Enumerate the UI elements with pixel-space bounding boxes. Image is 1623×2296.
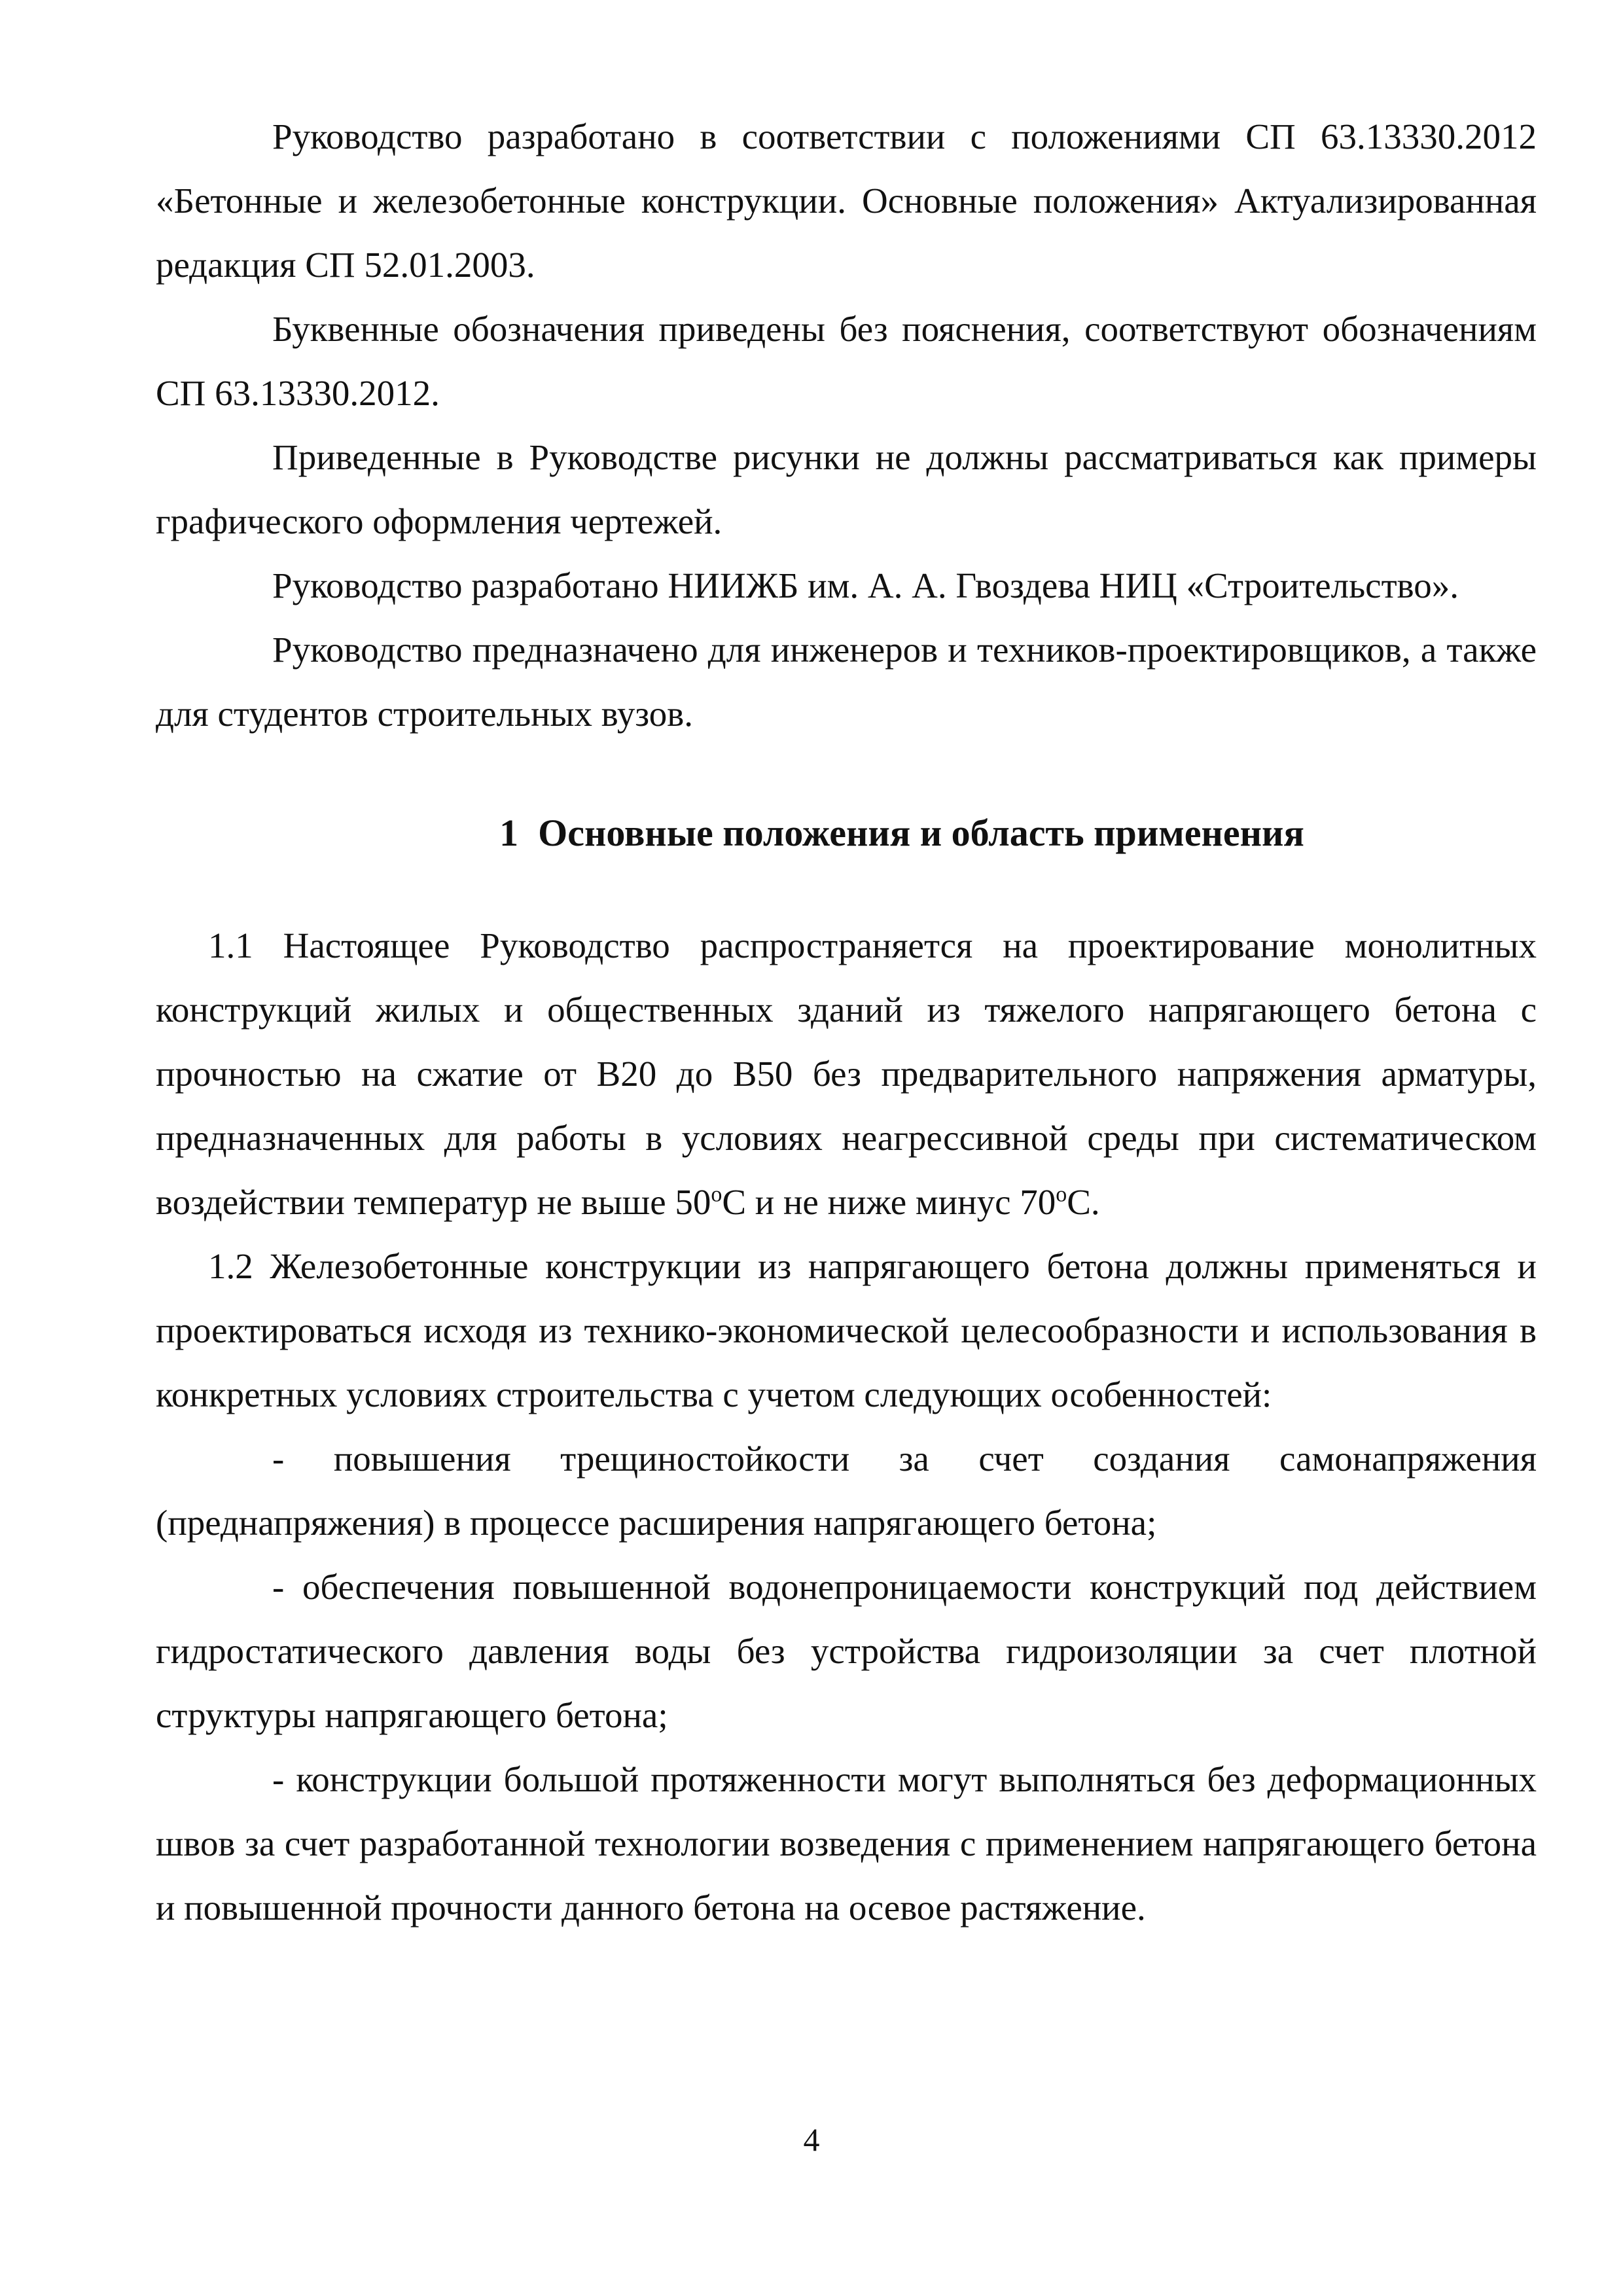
section-number: 1 [499,812,519,854]
intro-paragraph-3: Приведенные в Руководстве рисунки не должны рассматриваться как примеры графического оформления чертежей. [156,437,1537,541]
list-item: - обеспечения повышенной водонепроницаемости конструкций под действием гидростатического давления воды без устройства гидроизоляции за счет плотной структуры напрягающего бетона; [156,1567,1537,1735]
clause-1-1-text-a: 1.1 Настоящее Руководство распространяется на проектирование монолитных конструкций жилых и общественных зданий из тяжелого напрягающего бетона с прочностью на сжатие от В20 до В50 без предварительного напряжения арматуры, предназначенных для работы в условиях неагрессивной среды при систематическом воздействии температур не выше 50 [156,925,1537,1222]
document-page [156,105,1537,1940]
list-item: - повышения трещиностойкости за счет создания самонапряжения (преднапряжения) в процессе расширения напрягающего бетона; [156,1439,1537,1543]
clause-1-1-text-b: С и не ниже минус 70 [722,1182,1056,1222]
intro-paragraph-4: Руководство разработано НИИЖБ им. А. А. Гвоздева НИЦ «Строительство». [272,565,1459,605]
degree-sign-2: о [1056,1182,1067,1207]
clause-1-1-text-c: С. [1067,1182,1100,1222]
section-heading [156,804,1537,863]
clause-1-2: 1.2 Железобетонные конструкции из напрягающего бетона должны применяться и проектироваться исходя из технико-экономической целесообразности и использования в конкретных условиях строительства с учетом следующих особенностей: [156,1246,1537,1414]
intro-paragraph-2: Буквенные обозначения приведены без пояснения, соответствуют обозначениям СП 63.13330.2012. [156,309,1537,413]
list-item: - конструкции большой протяженности могут выполняться без деформационных швов за счет разработанной технологии возведения с применением напрягающего бетона и повышенной прочности данного бетона на осевое растяжение. [156,1759,1537,1928]
page-number: 4 [803,2121,820,2158]
section-title: Основные положения и область применения [538,812,1304,854]
intro-paragraph-1: Руководство разработано в соответствии с положениями СП 63.13330.2012 «Бетонные и железобетонные конструкции. Основные положения» Актуализированная редакция СП 52.01.2003. [156,117,1537,285]
degree-sign-1: о [711,1182,722,1207]
clause-1-1 [156,914,1537,1234]
intro-paragraph-5: Руководство предназначено для инженеров и техников-проектировщиков, а также для студентов строительных вузов. [156,630,1537,734]
